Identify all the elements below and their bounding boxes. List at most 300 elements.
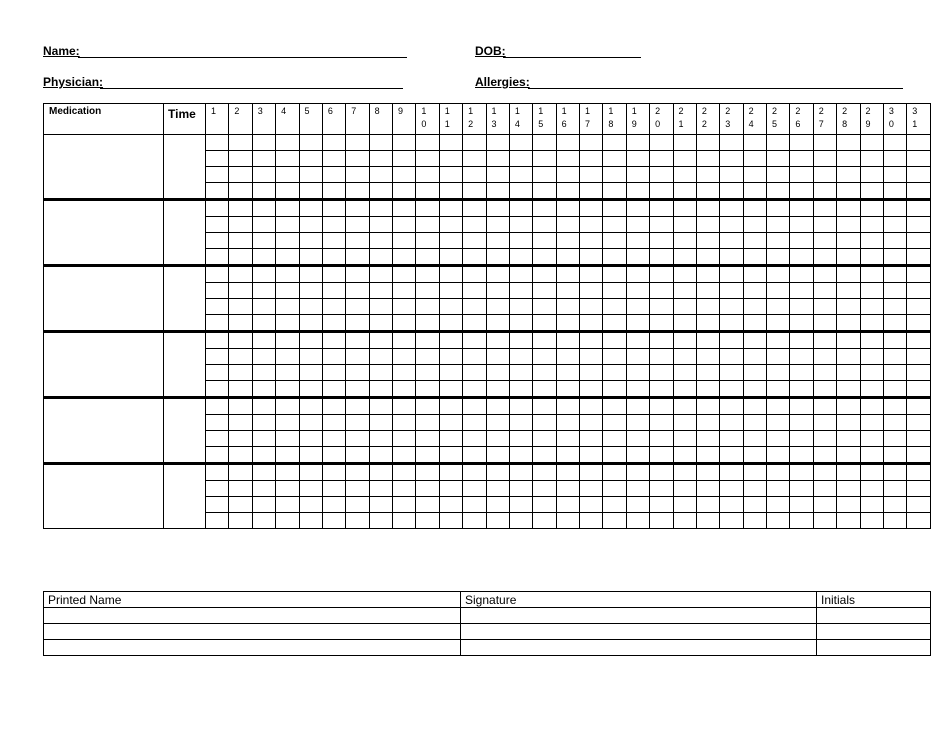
dose-cell[interactable] [626, 349, 649, 365]
dose-cell[interactable] [299, 183, 322, 200]
time-cell-1[interactable] [164, 135, 206, 200]
dose-cell[interactable] [229, 135, 252, 151]
dose-cell[interactable] [533, 332, 556, 349]
dose-cell[interactable] [743, 513, 766, 529]
dose-cell[interactable] [696, 151, 719, 167]
dose-cell[interactable] [346, 349, 369, 365]
dose-cell[interactable] [206, 299, 229, 315]
dose-cell[interactable] [556, 183, 579, 200]
dose-cell[interactable] [626, 183, 649, 200]
dose-cell[interactable] [486, 200, 509, 217]
dose-cell[interactable] [486, 431, 509, 447]
dose-cell[interactable] [650, 299, 673, 315]
dose-cell[interactable] [696, 315, 719, 332]
dose-cell[interactable] [369, 365, 392, 381]
dose-cell[interactable] [416, 349, 439, 365]
dose-cell[interactable] [533, 299, 556, 315]
dose-cell[interactable] [533, 151, 556, 167]
dose-cell[interactable] [860, 151, 883, 167]
dose-cell[interactable] [720, 415, 743, 431]
signature-entry-cell[interactable] [461, 624, 817, 640]
dose-cell[interactable] [813, 266, 836, 283]
dose-cell[interactable] [322, 249, 345, 266]
dose-cell[interactable] [813, 381, 836, 398]
dose-cell[interactable] [229, 431, 252, 447]
dose-cell[interactable] [346, 381, 369, 398]
dose-cell[interactable] [673, 249, 696, 266]
dose-cell[interactable] [556, 464, 579, 481]
dose-cell[interactable] [299, 135, 322, 151]
dose-cell[interactable] [299, 315, 322, 332]
dose-cell[interactable] [650, 167, 673, 183]
dose-cell[interactable] [346, 481, 369, 497]
dose-cell[interactable] [416, 151, 439, 167]
dose-cell[interactable] [673, 349, 696, 365]
dose-cell[interactable] [720, 233, 743, 249]
dose-cell[interactable] [907, 283, 930, 299]
dose-cell[interactable] [603, 135, 626, 151]
dose-cell[interactable] [509, 200, 532, 217]
dose-cell[interactable] [509, 135, 532, 151]
dose-cell[interactable] [416, 315, 439, 332]
dose-cell[interactable] [299, 431, 322, 447]
dose-cell[interactable] [486, 464, 509, 481]
dose-cell[interactable] [439, 249, 462, 266]
dose-cell[interactable] [416, 431, 439, 447]
dose-cell[interactable] [486, 167, 509, 183]
dose-cell[interactable] [252, 183, 275, 200]
dose-cell[interactable] [837, 315, 860, 332]
dose-cell[interactable] [206, 200, 229, 217]
dose-cell[interactable] [673, 217, 696, 233]
dose-cell[interactable] [322, 349, 345, 365]
dose-cell[interactable] [767, 365, 790, 381]
dose-cell[interactable] [299, 151, 322, 167]
dose-cell[interactable] [369, 249, 392, 266]
dose-cell[interactable] [229, 349, 252, 365]
dose-cell[interactable] [626, 365, 649, 381]
dose-cell[interactable] [743, 315, 766, 332]
dose-cell[interactable] [252, 233, 275, 249]
dose-cell[interactable] [837, 233, 860, 249]
dose-cell[interactable] [860, 315, 883, 332]
dose-cell[interactable] [322, 233, 345, 249]
dose-cell[interactable] [322, 365, 345, 381]
dose-cell[interactable] [393, 151, 416, 167]
dose-cell[interactable] [556, 513, 579, 529]
dose-cell[interactable] [790, 167, 813, 183]
dose-cell[interactable] [346, 415, 369, 431]
dose-cell[interactable] [322, 464, 345, 481]
dose-cell[interactable] [860, 233, 883, 249]
dose-cell[interactable] [743, 431, 766, 447]
dose-cell[interactable] [276, 513, 299, 529]
dose-cell[interactable] [206, 447, 229, 464]
dose-cell[interactable] [509, 266, 532, 283]
dose-cell[interactable] [252, 135, 275, 151]
dose-cell[interactable] [790, 135, 813, 151]
dose-cell[interactable] [416, 249, 439, 266]
dose-cell[interactable] [556, 266, 579, 283]
dose-cell[interactable] [463, 200, 486, 217]
dose-cell[interactable] [696, 398, 719, 415]
dose-cell[interactable] [696, 497, 719, 513]
dose-cell[interactable] [696, 200, 719, 217]
dose-cell[interactable] [767, 266, 790, 283]
dose-cell[interactable] [767, 415, 790, 431]
dose-cell[interactable] [813, 183, 836, 200]
dose-cell[interactable] [883, 415, 906, 431]
dose-cell[interactable] [346, 464, 369, 481]
dose-cell[interactable] [860, 183, 883, 200]
dose-cell[interactable] [276, 135, 299, 151]
dose-cell[interactable] [696, 415, 719, 431]
dose-cell[interactable] [907, 513, 930, 529]
dose-cell[interactable] [580, 151, 603, 167]
dose-cell[interactable] [463, 481, 486, 497]
dose-cell[interactable] [767, 381, 790, 398]
signature-entry-cell[interactable] [461, 640, 817, 656]
dose-cell[interactable] [463, 398, 486, 415]
dose-cell[interactable] [369, 513, 392, 529]
dose-cell[interactable] [673, 447, 696, 464]
dose-cell[interactable] [837, 398, 860, 415]
dose-cell[interactable] [650, 447, 673, 464]
dose-cell[interactable] [393, 299, 416, 315]
dose-cell[interactable] [346, 431, 369, 447]
dose-cell[interactable] [883, 398, 906, 415]
dose-cell[interactable] [720, 299, 743, 315]
dose-cell[interactable] [790, 332, 813, 349]
dose-cell[interactable] [813, 497, 836, 513]
dose-cell[interactable] [720, 365, 743, 381]
dose-cell[interactable] [626, 398, 649, 415]
dose-cell[interactable] [907, 398, 930, 415]
dose-cell[interactable] [673, 183, 696, 200]
dose-cell[interactable] [696, 332, 719, 349]
dose-cell[interactable] [580, 200, 603, 217]
dose-cell[interactable] [416, 183, 439, 200]
dose-cell[interactable] [883, 249, 906, 266]
dose-cell[interactable] [229, 315, 252, 332]
dose-cell[interactable] [556, 233, 579, 249]
dose-cell[interactable] [206, 167, 229, 183]
dose-cell[interactable] [626, 315, 649, 332]
dose-cell[interactable] [206, 349, 229, 365]
dose-cell[interactable] [626, 299, 649, 315]
dose-cell[interactable] [463, 415, 486, 431]
dose-cell[interactable] [439, 332, 462, 349]
dose-cell[interactable] [486, 447, 509, 464]
dose-cell[interactable] [650, 497, 673, 513]
dose-cell[interactable] [322, 135, 345, 151]
dose-cell[interactable] [837, 447, 860, 464]
dose-cell[interactable] [603, 151, 626, 167]
dose-cell[interactable] [720, 332, 743, 349]
dose-cell[interactable] [790, 431, 813, 447]
dose-cell[interactable] [229, 447, 252, 464]
dose-cell[interactable] [322, 200, 345, 217]
dose-cell[interactable] [580, 135, 603, 151]
dose-cell[interactable] [860, 283, 883, 299]
dose-cell[interactable] [696, 233, 719, 249]
dose-cell[interactable] [790, 398, 813, 415]
dose-cell[interactable] [626, 381, 649, 398]
dose-cell[interactable] [229, 415, 252, 431]
dose-cell[interactable] [556, 151, 579, 167]
dose-cell[interactable] [439, 513, 462, 529]
dose-cell[interactable] [580, 398, 603, 415]
dose-cell[interactable] [533, 135, 556, 151]
dose-cell[interactable] [907, 464, 930, 481]
dose-cell[interactable] [252, 497, 275, 513]
dose-cell[interactable] [486, 481, 509, 497]
dose-cell[interactable] [206, 332, 229, 349]
dose-cell[interactable] [206, 217, 229, 233]
dose-cell[interactable] [767, 299, 790, 315]
dose-cell[interactable] [837, 497, 860, 513]
dose-cell[interactable] [322, 266, 345, 283]
dose-cell[interactable] [276, 365, 299, 381]
dose-cell[interactable] [580, 415, 603, 431]
dose-cell[interactable] [720, 464, 743, 481]
dose-cell[interactable] [276, 283, 299, 299]
dose-cell[interactable] [883, 431, 906, 447]
dose-cell[interactable] [369, 299, 392, 315]
signature-entry-cell[interactable] [44, 624, 461, 640]
dose-cell[interactable] [463, 513, 486, 529]
dose-cell[interactable] [580, 299, 603, 315]
dose-cell[interactable] [229, 398, 252, 415]
dose-cell[interactable] [907, 151, 930, 167]
dose-cell[interactable] [276, 464, 299, 481]
dose-cell[interactable] [580, 431, 603, 447]
dose-cell[interactable] [439, 183, 462, 200]
dose-cell[interactable] [626, 283, 649, 299]
dose-cell[interactable] [720, 249, 743, 266]
dose-cell[interactable] [299, 299, 322, 315]
dose-cell[interactable] [603, 200, 626, 217]
dose-cell[interactable] [603, 497, 626, 513]
dose-cell[interactable] [907, 200, 930, 217]
dose-cell[interactable] [229, 365, 252, 381]
dose-cell[interactable] [369, 332, 392, 349]
dose-cell[interactable] [907, 431, 930, 447]
dose-cell[interactable] [369, 233, 392, 249]
dose-cell[interactable] [509, 249, 532, 266]
dose-cell[interactable] [650, 415, 673, 431]
dose-cell[interactable] [813, 447, 836, 464]
dose-cell[interactable] [486, 381, 509, 398]
dose-cell[interactable] [767, 315, 790, 332]
dose-cell[interactable] [229, 299, 252, 315]
dose-cell[interactable] [533, 398, 556, 415]
dose-cell[interactable] [673, 481, 696, 497]
dose-cell[interactable] [556, 315, 579, 332]
dose-cell[interactable] [393, 249, 416, 266]
dose-cell[interactable] [393, 183, 416, 200]
dose-cell[interactable] [346, 183, 369, 200]
dose-cell[interactable] [626, 151, 649, 167]
dose-cell[interactable] [299, 249, 322, 266]
dose-cell[interactable] [276, 349, 299, 365]
dose-cell[interactable] [603, 513, 626, 529]
dose-cell[interactable] [369, 217, 392, 233]
dose-cell[interactable] [533, 233, 556, 249]
dose-cell[interactable] [346, 200, 369, 217]
dose-cell[interactable] [276, 151, 299, 167]
dose-cell[interactable] [556, 431, 579, 447]
dose-cell[interactable] [322, 398, 345, 415]
dose-cell[interactable] [883, 349, 906, 365]
dose-cell[interactable] [837, 249, 860, 266]
dose-cell[interactable] [860, 481, 883, 497]
dose-cell[interactable] [813, 431, 836, 447]
dose-cell[interactable] [322, 431, 345, 447]
dose-cell[interactable] [322, 299, 345, 315]
dose-cell[interactable] [369, 200, 392, 217]
dose-cell[interactable] [533, 249, 556, 266]
dose-cell[interactable] [883, 299, 906, 315]
dose-cell[interactable] [509, 167, 532, 183]
dose-cell[interactable] [556, 135, 579, 151]
dose-cell[interactable] [369, 135, 392, 151]
dose-cell[interactable] [650, 381, 673, 398]
dose-cell[interactable] [767, 447, 790, 464]
dose-cell[interactable] [486, 217, 509, 233]
dose-cell[interactable] [650, 349, 673, 365]
dose-cell[interactable] [743, 167, 766, 183]
dose-cell[interactable] [767, 233, 790, 249]
dose-cell[interactable] [860, 299, 883, 315]
dose-cell[interactable] [603, 431, 626, 447]
dose-cell[interactable] [650, 217, 673, 233]
dose-cell[interactable] [346, 151, 369, 167]
dose-cell[interactable] [603, 217, 626, 233]
dose-cell[interactable] [603, 283, 626, 299]
dose-cell[interactable] [790, 299, 813, 315]
dose-cell[interactable] [837, 415, 860, 431]
dose-cell[interactable] [743, 200, 766, 217]
dose-cell[interactable] [229, 481, 252, 497]
dose-cell[interactable] [673, 167, 696, 183]
dose-cell[interactable] [369, 266, 392, 283]
dose-cell[interactable] [813, 299, 836, 315]
dose-cell[interactable] [393, 431, 416, 447]
dose-cell[interactable] [206, 249, 229, 266]
dose-cell[interactable] [229, 217, 252, 233]
dose-cell[interactable] [299, 200, 322, 217]
dose-cell[interactable] [416, 513, 439, 529]
dose-cell[interactable] [346, 135, 369, 151]
dose-cell[interactable] [650, 464, 673, 481]
dose-cell[interactable] [603, 365, 626, 381]
dose-cell[interactable] [393, 415, 416, 431]
dose-cell[interactable] [720, 315, 743, 332]
dose-cell[interactable] [603, 266, 626, 283]
dose-cell[interactable] [393, 266, 416, 283]
dose-cell[interactable] [299, 481, 322, 497]
dose-cell[interactable] [860, 431, 883, 447]
dose-cell[interactable] [252, 365, 275, 381]
dose-cell[interactable] [229, 332, 252, 349]
dose-cell[interactable] [790, 151, 813, 167]
dose-cell[interactable] [696, 447, 719, 464]
dose-cell[interactable] [533, 349, 556, 365]
dose-cell[interactable] [860, 167, 883, 183]
dose-cell[interactable] [556, 249, 579, 266]
dose-cell[interactable] [673, 464, 696, 481]
dose-cell[interactable] [463, 266, 486, 283]
dose-cell[interactable] [369, 464, 392, 481]
dose-cell[interactable] [346, 497, 369, 513]
dose-cell[interactable] [509, 481, 532, 497]
dose-cell[interactable] [556, 481, 579, 497]
dose-cell[interactable] [416, 135, 439, 151]
dose-cell[interactable] [837, 183, 860, 200]
dose-cell[interactable] [439, 398, 462, 415]
dose-cell[interactable] [860, 447, 883, 464]
dose-cell[interactable] [206, 497, 229, 513]
dose-cell[interactable] [509, 464, 532, 481]
dose-cell[interactable] [533, 315, 556, 332]
dose-cell[interactable] [206, 431, 229, 447]
dose-cell[interactable] [907, 183, 930, 200]
dose-cell[interactable] [533, 183, 556, 200]
dose-cell[interactable] [626, 200, 649, 217]
dose-cell[interactable] [486, 398, 509, 415]
dose-cell[interactable] [673, 381, 696, 398]
dose-cell[interactable] [790, 249, 813, 266]
dose-cell[interactable] [696, 217, 719, 233]
dose-cell[interactable] [626, 431, 649, 447]
dose-cell[interactable] [322, 481, 345, 497]
dose-cell[interactable] [650, 431, 673, 447]
dose-cell[interactable] [439, 431, 462, 447]
dose-cell[interactable] [883, 447, 906, 464]
dose-cell[interactable] [743, 266, 766, 283]
dose-cell[interactable] [673, 266, 696, 283]
dose-cell[interactable] [790, 315, 813, 332]
dose-cell[interactable] [229, 233, 252, 249]
dose-cell[interactable] [206, 135, 229, 151]
dose-cell[interactable] [603, 332, 626, 349]
dose-cell[interactable] [767, 481, 790, 497]
dose-cell[interactable] [299, 381, 322, 398]
dose-cell[interactable] [206, 381, 229, 398]
dose-cell[interactable] [813, 151, 836, 167]
dose-cell[interactable] [486, 497, 509, 513]
dose-cell[interactable] [276, 233, 299, 249]
dose-cell[interactable] [626, 135, 649, 151]
dose-cell[interactable] [229, 497, 252, 513]
dose-cell[interactable] [767, 464, 790, 481]
dose-cell[interactable] [393, 283, 416, 299]
dose-cell[interactable] [252, 332, 275, 349]
dose-cell[interactable] [556, 447, 579, 464]
dose-cell[interactable] [463, 315, 486, 332]
dose-cell[interactable] [743, 332, 766, 349]
dose-cell[interactable] [720, 266, 743, 283]
dose-cell[interactable] [346, 447, 369, 464]
dose-cell[interactable] [393, 464, 416, 481]
dose-cell[interactable] [509, 217, 532, 233]
dose-cell[interactable] [603, 167, 626, 183]
dose-cell[interactable] [860, 513, 883, 529]
dose-cell[interactable] [883, 481, 906, 497]
dose-cell[interactable] [252, 481, 275, 497]
dose-cell[interactable] [883, 183, 906, 200]
